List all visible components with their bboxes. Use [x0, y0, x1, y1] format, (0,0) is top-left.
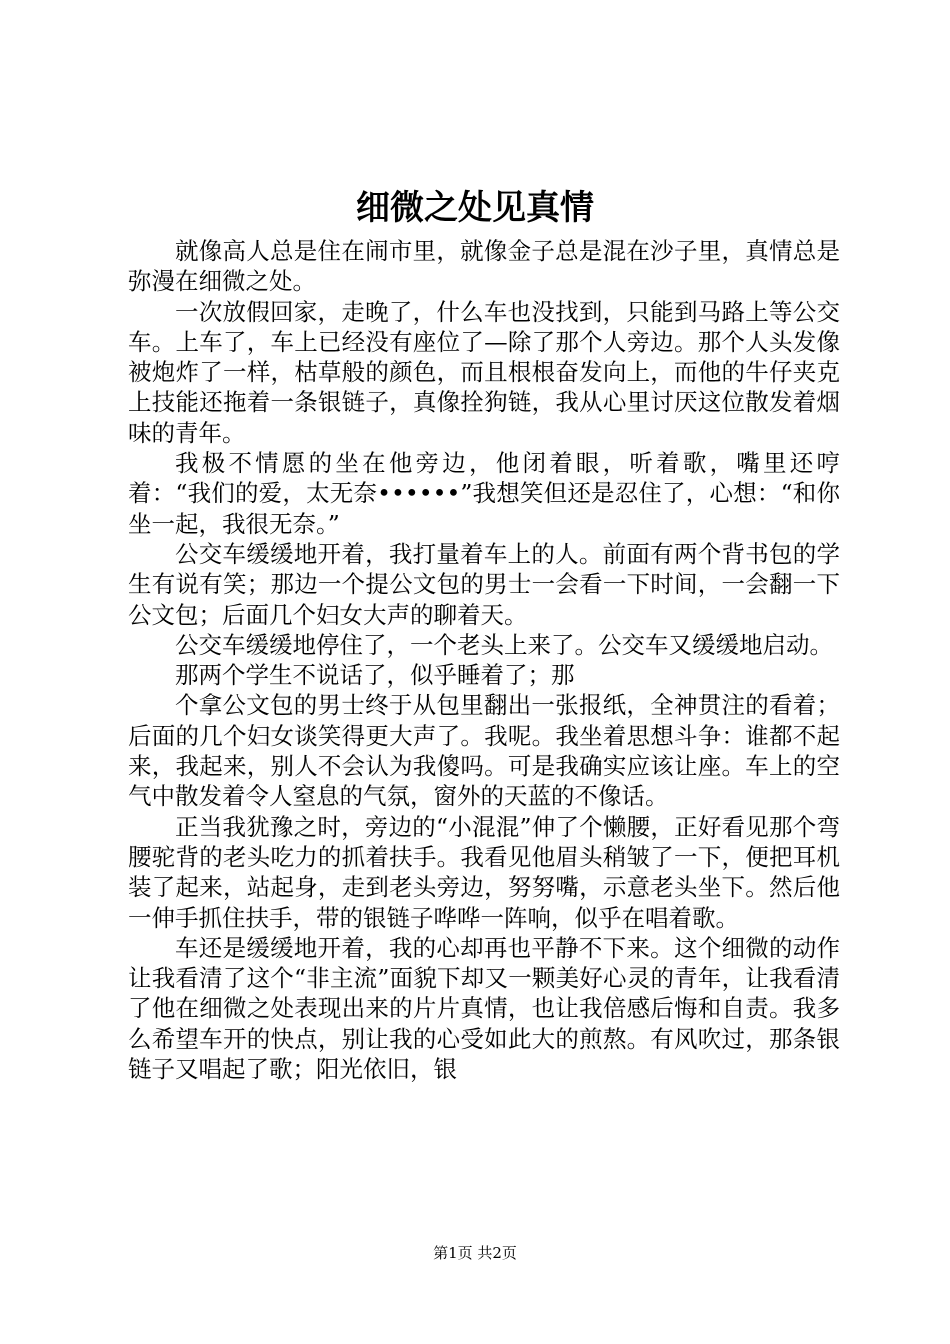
- paragraph: 公交车缓缓地开着，我打量着车上的人。前面有两个背书包的学生有说有笑；那边一个提公文包的男士一会看一下时间，一会翻一下公文包；后面几个妇女大声的聊着天。: [128, 539, 840, 629]
- paragraph: 我极不情愿的坐在他旁边，他闭着眼，听着歌，嘴里还哼着：“我们的爱，太无奈••••••”我想笑但还是忍住了，心想：“和你坐一起，我很无奈。”: [128, 449, 840, 538]
- paragraph: 正当我犹豫之时，旁边的“小混混”伸了个懒腰，正好看见那个弯腰驼背的老头吃力的抓着扶手。我看见他眉头稍皱了一下，便把耳机装了起来，站起身，走到老头旁边，努努嘴，示意老头坐下。然后他一伸手抓住扶手，带的银链子哗哗一阵响，似乎在唱着歌。: [128, 812, 840, 932]
- paragraph: 就像高人总是住在闹市里，就像金子总是混在沙子里，真情总是弥漫在细微之处。: [128, 237, 840, 296]
- paragraph: 一次放假回家，走晚了，什么车也没找到，只能到马路上等公交车。上车了，车上已经没有座位了—除了那个人旁边。那个人头发像被炮炸了一样，枯草般的颜色，而且根根奋发向上，而他的牛仔夹克上技能还拖着一条银链子，真像拴狗链，我从心里讨厌这位散发着烟味的青年。: [128, 297, 840, 447]
- paragraph: 那两个学生不说话了，似乎睡着了；那: [175, 661, 575, 690]
- paragraph: 公交车缓缓地停住了，一个老头上来了。公交车又缓缓地启动。: [175, 630, 833, 659]
- page-title: 细微之处见真情: [356, 188, 594, 228]
- document-body: [128, 236, 840, 1084]
- paragraph: 车还是缓缓地开着，我的心却再也平静不下来。这个细微的动作让我看清了这个“非主流”面貌下却又一颗美好心灵的青年，让我看清了他在细微之处表现出来的片片真情，也让我倍感后悔和自责。我多么希望车开的快点，别让我的心受如此大的煎熬。有风吹过，那条银链子又唱起了歌；阳光依旧，银: [128, 933, 840, 1084]
- page-footer: 第1页 共2页: [433, 1244, 517, 1262]
- paragraph: 个拿公文包的男士终于从包里翻出一张报纸，全神贯注的看着；后面的几个妇女谈笑得更大声了。我呢。我坐着思想斗争：谁都不起来，我起来，别人不会认为我傻吗。可是我确实应该让座。车上的空气中散发着令人窒息的气氛，窗外的天蓝的不像话。: [128, 691, 840, 811]
